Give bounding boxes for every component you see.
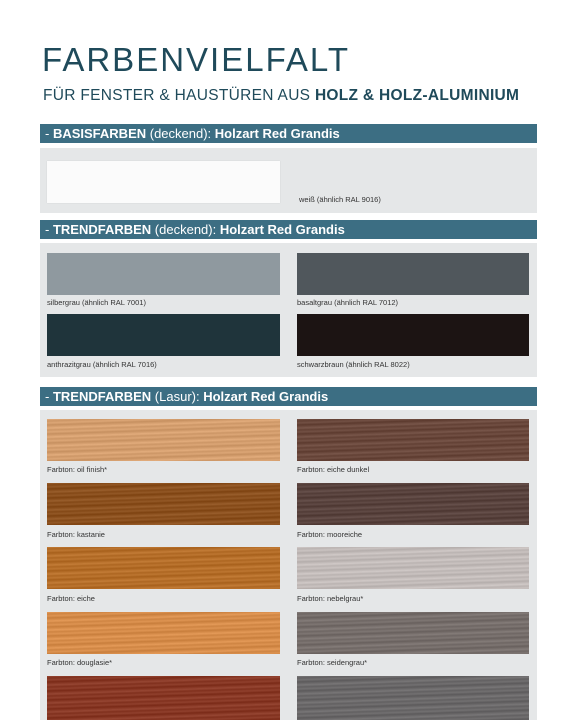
wood-swatch-mahagoni	[47, 676, 280, 720]
color-swatch-basaltgrau	[297, 253, 529, 295]
swatch-label: Farbton: nebelgrau*	[297, 594, 364, 603]
section-prefix: -	[45, 389, 53, 404]
swatch-label: Farbton: eiche	[47, 594, 95, 603]
swatch-label: Farbton: eiche dunkel	[297, 465, 370, 474]
section-header-trendfarben-lasur	[40, 387, 537, 406]
wood-swatch-eiche	[47, 547, 280, 589]
swatch-label: anthrazitgrau (ähnlich RAL 7016)	[47, 360, 157, 369]
section-header-trendfarben-deckend	[40, 220, 537, 239]
subtitle-bold: HOLZ & HOLZ-ALUMINIUM	[314, 87, 520, 104]
wood-swatch-douglasie	[47, 612, 280, 654]
wood-swatch-seidengrau	[297, 612, 529, 654]
color-swatch-silbergrau	[47, 253, 280, 295]
wood-swatch-eiche-dunkel	[297, 419, 529, 461]
section-name: BASISFARBEN	[52, 126, 147, 141]
section-wood: Holzart Red Grandis	[203, 389, 329, 404]
swatch-label: basaltgrau (ähnlich RAL 7012)	[297, 298, 399, 307]
wood-swatch-grau	[297, 676, 529, 720]
section-panel-trendfarben-lasur	[40, 410, 537, 720]
section-type: (Lasur):	[151, 389, 204, 404]
wood-swatch-kastanie	[47, 483, 280, 525]
section-type: (deckend):	[146, 126, 215, 141]
swatch-label: Farbton: kastanie	[47, 530, 105, 539]
page-title: FARBENVIELFALT	[42, 41, 350, 78]
section-name: TRENDFARBEN	[52, 389, 152, 404]
section-prefix: -	[45, 222, 53, 237]
section-wood: Holzart Red Grandis	[219, 222, 345, 237]
color-swatch-weiss	[47, 161, 280, 203]
color-swatch-anthrazitgrau	[47, 314, 280, 356]
swatch-label: schwarzbraun (ähnlich RAL 8022)	[297, 360, 410, 369]
section-header-basisfarben	[40, 124, 537, 143]
swatch-label: Farbton: mooreiche	[297, 530, 363, 539]
subtitle-prefix: FÜR FENSTER & HAUSTÜREN AUS	[43, 87, 315, 104]
swatch-label: silbergrau (ähnlich RAL 7001)	[47, 298, 146, 307]
section-prefix: -	[45, 126, 53, 141]
swatch-label: Farbton: oil finish*	[47, 465, 108, 474]
wood-swatch-oil-finish	[47, 419, 280, 461]
section-name: TRENDFARBEN	[52, 222, 152, 237]
section-wood: Holzart Red Grandis	[214, 126, 340, 141]
section-panel-trendfarben-deckend	[40, 243, 537, 377]
page-subtitle	[43, 86, 519, 106]
section-type: (deckend):	[151, 222, 220, 237]
swatch-label: Farbton: seidengrau*	[297, 658, 368, 667]
wood-swatch-mooreiche	[297, 483, 529, 525]
swatch-label: Farbton: douglasie*	[47, 658, 113, 667]
wood-swatch-nebelgrau	[297, 547, 529, 589]
section-panel-basisfarben	[40, 148, 537, 213]
swatch-label: weiß (ähnlich RAL 9016)	[299, 195, 381, 204]
color-swatch-schwarzbraun	[297, 314, 529, 356]
